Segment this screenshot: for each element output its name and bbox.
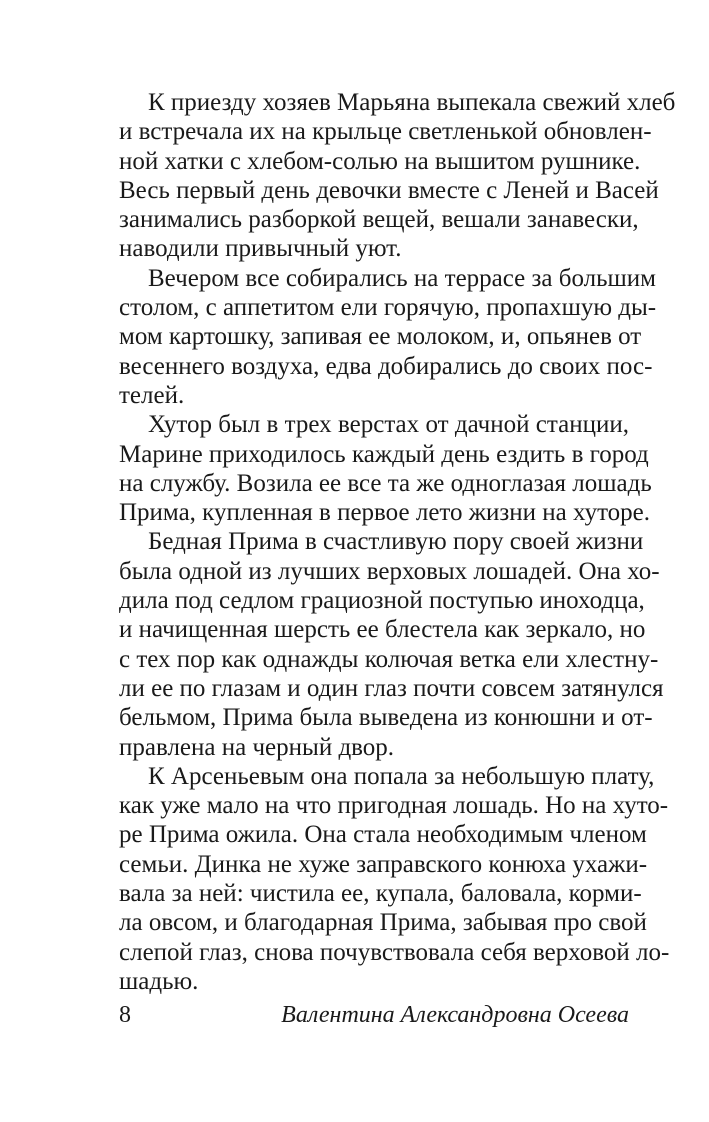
body-text [119,88,676,996]
text-line: на службу. Возила ее все та же одноглазая лошадь [119,469,652,497]
text-line: ли ее по глазам и один глаз почти совсем затянулся [119,674,664,702]
page-number: 8 [119,1002,131,1028]
text-line: с тех пор как однажды колючая ветка ели хлестну- [119,645,659,673]
text-line: Марине приходилось каждый день ездить в город [119,440,649,468]
paragraph [119,264,657,410]
text-line: семьи. Динка не хуже заправского конюха ухажи- [119,850,648,878]
text-line: наводили привычный уют. [119,235,402,263]
text-line: шадью. [119,967,199,995]
paragraph [119,88,676,264]
text-line: Весь первый день девочки вместе с Леней и Васей [119,176,659,204]
text-line: весеннего воздуха, едва добирались до своих пос- [119,352,653,380]
text-line: правлена на черный двор. [119,733,395,761]
paragraph [119,527,664,761]
text-line: была одной из лучших верховых лошадей. Она хо- [119,557,660,585]
text-line: Вечером все собирались на террасе за большим [148,264,656,292]
text-line: как уже мало на что пригодная лошадь. Но на хуто- [119,792,669,820]
text-line: вала за ней: чистила ее, купала, баловала, корми- [119,880,642,908]
text-line: и начищенная шерсть ее блестела как зеркало, но [119,616,646,644]
text-line: и встречала их на крыльце светленькой обновлен- [119,118,652,146]
text-line: дила под седлом грациозной поступью иноходца, [119,587,645,615]
page-footer [119,1000,629,1030]
text-line: слепой глаз, снова почувствовала себя верховой ло- [119,938,670,966]
text-line: ла овсом, и благодарная Прима, забывая про свой [119,909,647,937]
text-line: К Арсеньевым она попала за небольшую плату, [148,762,655,790]
text-line: К приезду хозяев Марьяна выпекала свежий хлеб [148,89,676,116]
paragraph [119,410,652,527]
text-line: ре Прима ожила. Она стала необходимым членом [119,821,647,849]
text-line: Бедная Прима в счастливую пору своей жизни [148,528,644,556]
paragraph [119,762,670,996]
running-author: Валентина Александровна Осеева [281,1002,629,1028]
text-line: мом картошку, запивая ее молоком, и, опьянев от [119,323,642,351]
text-line: ной хатки с хлебом-солью на вышитом рушнике. [119,147,641,175]
text-line: бельмом, Прима была выведена из конюшни и от- [119,704,653,732]
text-line: столом, с аппетитом ели горячую, пропахшую ды- [119,294,657,322]
text-line: Хутор был в трех верстах от дачной станции, [148,411,629,439]
text-line: занимались разборкой вещей, вешали занавески, [119,206,639,234]
text-line: телей. [119,381,185,409]
text-line: Прима, купленная в первое лето жизни на хуторе. [119,499,651,527]
